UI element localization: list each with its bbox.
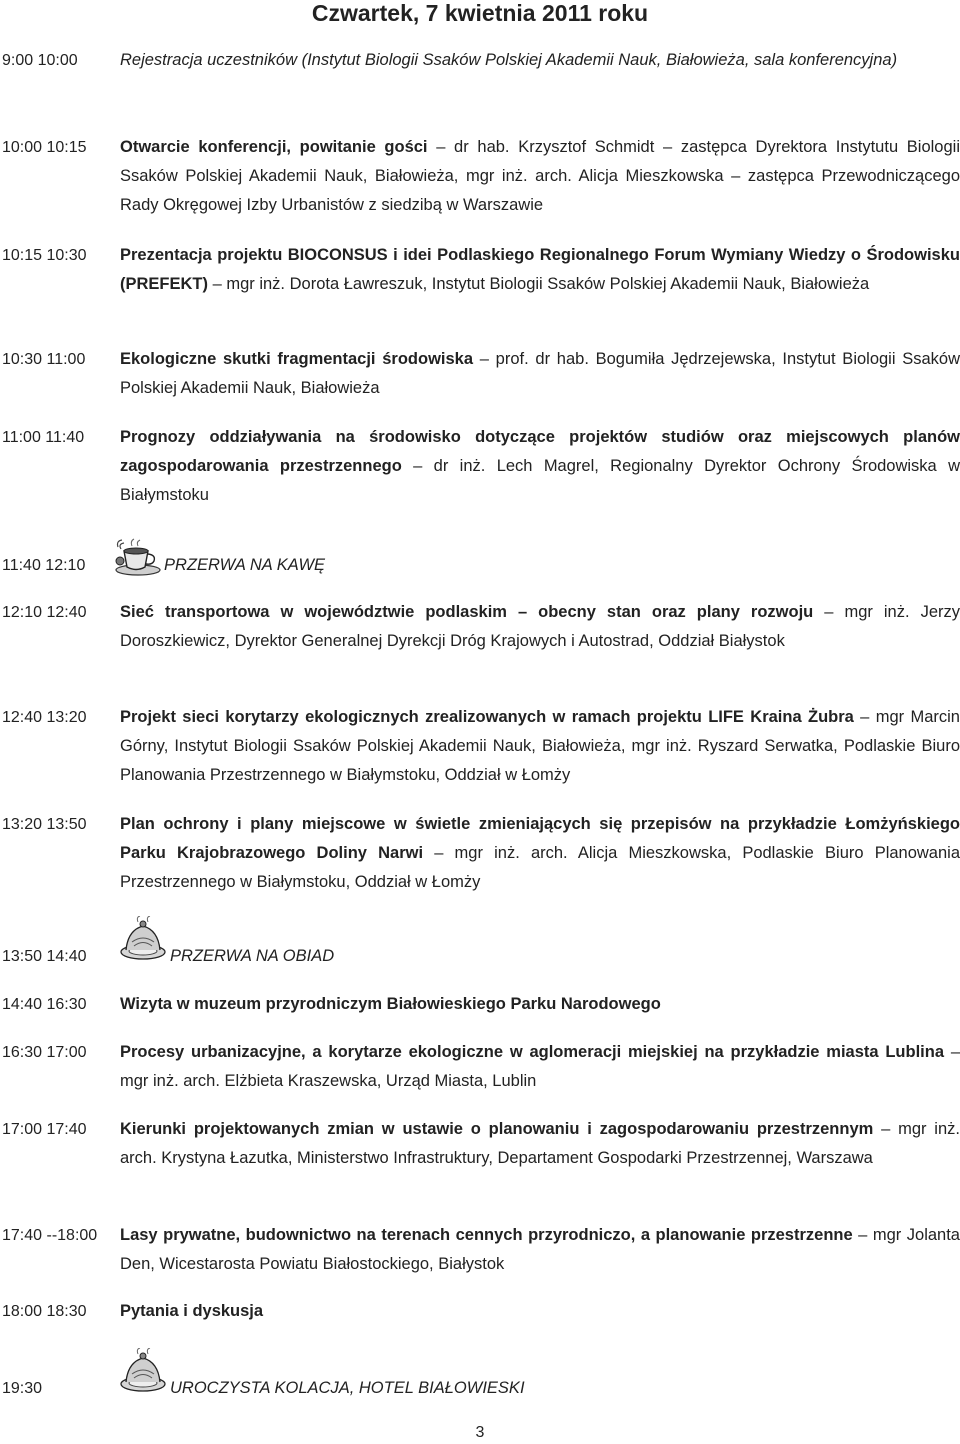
dinner-label: UROCZYSTA KOLACJA, HOTEL BIAŁOWIESKI [170, 1379, 525, 1397]
session-speakers: – dr inż. Lech Magrel, Regionalny Dyrektor Ochrony Środowiska w Białymstoku [120, 457, 960, 504]
time-slot: 11:40 12:10 [2, 557, 86, 574]
time-slot: 17:00 17:40 [2, 1121, 87, 1138]
time-slot: 17:40 --18:00 [2, 1227, 98, 1244]
dinner-plate-icon [118, 1348, 168, 1394]
time-slot: 14:40 16:30 [2, 996, 87, 1013]
dinner-plate-icon [118, 916, 168, 962]
session-text [120, 810, 960, 897]
break-label: PRZERWA NA OBIAD [170, 947, 335, 965]
break-label: PRZERWA NA KAWĘ [164, 556, 326, 574]
time-slot: 19:30 [2, 1380, 43, 1397]
coffee-cup-icon [112, 537, 164, 577]
session-speakers: – mgr Jolanta Den, Wicestarosta Powiatu Białostockiego, Białystok [120, 1226, 960, 1273]
page-number: 3 [475, 1424, 485, 1441]
time-slot: 10:30 11:00 [2, 351, 86, 368]
session-text [120, 241, 960, 299]
session-speakers: – dr hab. Krzysztof Schmidt – zastępca Dyrektora Instytutu Biologii Ssaków Polskiej Akademii Nauk, Białowieża, mgr inż. arch. Alicja Mieszkowska – zastępca Przewodniczącego Rady Okręgowej Izby Urbanistów z siedzibą w Warszawie [120, 138, 960, 214]
time-slot: 12:10 12:40 [2, 604, 87, 621]
session-text [120, 423, 960, 510]
session-text [120, 46, 960, 75]
time-slot: 18:00 18:30 [2, 1303, 87, 1320]
page-title: Czwartek, 7 kwietnia 2011 roku [311, 0, 649, 26]
session-text [120, 990, 960, 1019]
session-title: Pytania i dyskusja [120, 1302, 264, 1320]
session-title: Lasy prywatne, budownictwo na terenach cennych przyrodniczo, a planowanie przestrzenne [120, 1226, 853, 1244]
session-text [120, 345, 960, 403]
time-slot: 10:00 10:15 [2, 139, 87, 156]
session-title: Wizyta w muzeum przyrodniczym Białowieskiego Parku Narodowego [120, 995, 661, 1013]
session-text [120, 133, 960, 220]
time-slot: 9:00 10:00 [2, 52, 78, 69]
session-speakers: – mgr inż. arch. Elżbieta Kraszewska, Urząd Miasta, Lublin [120, 1043, 960, 1090]
session-title: Plan ochrony i plany miejscowe w świetle zmieniających się przepisów na przykładzie Łomżyńskiego Parku Krajobrazowego Doliny Narwi [120, 815, 960, 862]
time-slot: 12:40 13:20 [2, 709, 87, 726]
session-title: Prognozy oddziaływania na środowisko dotyczące projektów studiów oraz miejscowych planów zagospodarowania przestrzennego [120, 428, 960, 475]
session-title: Otwarcie konferencji, powitanie gości [120, 138, 428, 156]
session-speakers: – mgr inż. arch. Krystyna Łazutka, Ministerstwo Infrastruktury, Departament Gospodarki Przestrzennej, Warszawa [120, 1120, 960, 1167]
session-speakers: – mgr inż. arch. Alicja Mieszkowska, Podlaskie Biuro Planowania Przestrzennego w Białymstoku, Oddział w Łomży [120, 844, 960, 891]
time-slot: 10:15 10:30 [2, 247, 87, 264]
session-text [120, 1297, 960, 1326]
session-text [120, 598, 960, 656]
time-slot: 16:30 17:00 [2, 1044, 87, 1061]
session-title: Prezentacja projektu BIOCONSUS i idei Podlaskiego Regionalnego Forum Wymiany Wiedzy o Środowisku (PREFEKT) [120, 246, 960, 293]
time-slot: 13:50 14:40 [2, 948, 87, 965]
session-title: Projekt sieci korytarzy ekologicznych zrealizowanych w ramach projektu LIFE Kraina Żubra [120, 708, 854, 726]
session-text [120, 703, 960, 790]
session-text [120, 1115, 960, 1173]
session-speakers: – mgr inż. Dorota Ławreszuk, Instytut Biologii Ssaków Polskiej Akademii Nauk, Białowieża [208, 275, 870, 293]
session-speakers: – mgr inż. Jerzy Doroszkiewicz, Dyrektor Generalnej Dyrekcji Dróg Krajowych i Autostrad, Oddział Białystok [120, 603, 960, 650]
session-text [120, 1221, 960, 1279]
session-title: Procesy urbanizacyjne, a korytarze ekologiczne w aglomeracji miejskiej na przykładzie miasta Lublina [120, 1043, 945, 1061]
time-slot: 11:00 11:40 [2, 429, 85, 446]
time-slot: 13:20 13:50 [2, 816, 87, 833]
session-title: Ekologiczne skutki fragmentacji środowiska [120, 350, 474, 368]
session-speakers: – mgr Marcin Górny, Instytut Biologii Ssaków Polskiej Akademii Nauk, Białowieża, mgr inż. Ryszard Serwatka, Podlaskie Biuro Planowania Przestrzennego w Białymstoku, Oddział w Łomży [120, 708, 960, 784]
session-text [120, 1038, 960, 1096]
session-description: Rejestracja uczestników (Instytut Biologii Ssaków Polskiej Akademii Nauk, Białowieża, sala konferencyjna) [120, 51, 898, 69]
session-speakers: – prof. dr hab. Bogumiła Jędrzejewska, Instytut Biologii Ssaków Polskiej Akademii Nauk, Białowieża [120, 350, 960, 397]
session-title: Kierunki projektowanych zmian w ustawie o planowaniu i zagospodarowaniu przestrzennym [120, 1120, 874, 1138]
session-title: Sieć transportowa w województwie podlaskim – obecny stan oraz plany rozwoju [120, 603, 814, 621]
